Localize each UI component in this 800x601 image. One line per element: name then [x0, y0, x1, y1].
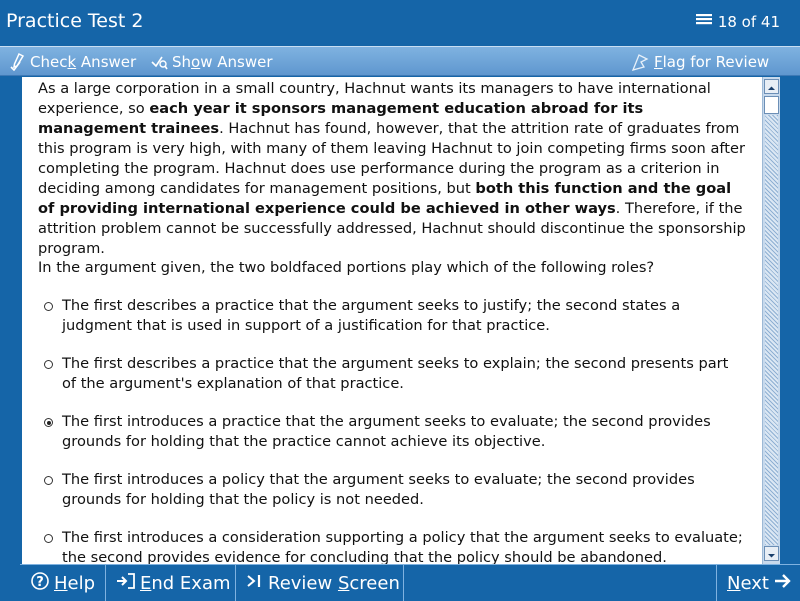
- radio-button[interactable]: [44, 476, 53, 485]
- passage-text-2: . Hachnut has found, however, that the attrition rate of graduates from this program is very high, with many of them leaving Hachnut to join competing firms soon after completing the program. Hachnut does use performance during the program as a criterion in deciding among candidates for management positions, but: [38, 120, 745, 197]
- help-button[interactable]: [20, 565, 106, 601]
- review-screen-label: Review Screen: [268, 572, 400, 594]
- footer-bar: [20, 564, 800, 600]
- flag-for-review-label: Flag for Review: [654, 53, 770, 71]
- scroll-thumb[interactable]: [764, 96, 779, 114]
- flag-for-review-button[interactable]: [630, 51, 769, 73]
- choice-text: The first introduces a consideration supporting a policy that the argument seeks to evaluate; the second provides evidence for concluding that the policy should be abandoned.: [62, 529, 743, 564]
- end-exam-label: End Exam: [140, 572, 231, 594]
- question-content: [22, 77, 762, 564]
- scroll-down-button[interactable]: [764, 546, 779, 561]
- chevron-up-icon: [765, 82, 778, 95]
- show-answer-button[interactable]: [150, 51, 273, 73]
- help-icon: [30, 571, 50, 596]
- review-screen-icon: [246, 572, 264, 595]
- check-answer-button[interactable]: [10, 51, 136, 73]
- title-bar: [0, 0, 800, 44]
- show-answer-label: Show Answer: [172, 53, 273, 71]
- passage: [38, 79, 750, 259]
- svg-text:?: ?: [36, 574, 44, 590]
- flag-icon: [630, 53, 650, 71]
- choice-text: The first introduces a policy that the argument seeks to evaluate; the second provides grounds for holding that the policy is not needed.: [62, 471, 695, 508]
- vertical-scrollbar[interactable]: [762, 77, 780, 564]
- progress-text: 18 of 41: [717, 13, 780, 31]
- scroll-up-button[interactable]: [764, 79, 779, 94]
- answer-choice-3[interactable]: [44, 412, 744, 452]
- radio-button[interactable]: [44, 534, 53, 543]
- review-screen-button[interactable]: [236, 565, 404, 601]
- help-label: Help: [54, 572, 96, 594]
- choice-text: The first describes a practice that the argument seeks to justify; the second states a judgment that is used in support of a justification for that practice.: [62, 297, 681, 334]
- answer-choice-4[interactable]: [44, 470, 744, 510]
- answer-choice-5[interactable]: [44, 528, 744, 564]
- app-title: Practice Test 2: [6, 10, 144, 32]
- boldface-portion-1: each year it sponsors management education abroad for its management trainees: [38, 100, 644, 137]
- answer-choice-2[interactable]: [44, 354, 744, 394]
- next-label: Next: [727, 572, 769, 594]
- toolbar: [0, 46, 800, 76]
- question-progress: [695, 13, 780, 31]
- show-answer-icon: [150, 53, 168, 71]
- list-icon: [695, 13, 713, 31]
- check-answer-label: Check Answer: [30, 53, 137, 71]
- next-button[interactable]: [716, 565, 800, 601]
- radio-button[interactable]: [44, 360, 53, 369]
- boldface-portion-2: both this function and the goal of providing international experience could be achieved in other ways: [38, 180, 732, 217]
- scroll-track[interactable]: [765, 115, 778, 545]
- radio-button[interactable]: [44, 302, 53, 311]
- passage-text-1: As a large corporation in a small country, Hachnut wants its managers to have international experience, so: [38, 80, 711, 117]
- choice-text: The first introduces a practice that the argument seeks to evaluate; the second provides grounds for holding that the practice cannot achieve its objective.: [62, 413, 711, 450]
- passage-text-3: . Therefore, if the attrition problem cannot be successfully addressed, Hachnut should discontinue the sponsorship program.: [38, 200, 746, 257]
- choice-text: The first describes a practice that the argument seeks to explain; the second presents part of the argument's explanation of that practice.: [62, 355, 729, 392]
- question-stem: In the argument given, the two boldfaced portions play which of the following roles?: [38, 259, 655, 276]
- arrow-right-icon: [773, 572, 793, 595]
- end-exam-button[interactable]: [106, 565, 236, 601]
- radio-button[interactable]: [44, 418, 53, 427]
- chevron-down-icon: [765, 549, 778, 562]
- check-pencil-icon: [10, 53, 26, 71]
- answer-choice-1[interactable]: [44, 296, 744, 336]
- end-exam-icon: [116, 572, 136, 595]
